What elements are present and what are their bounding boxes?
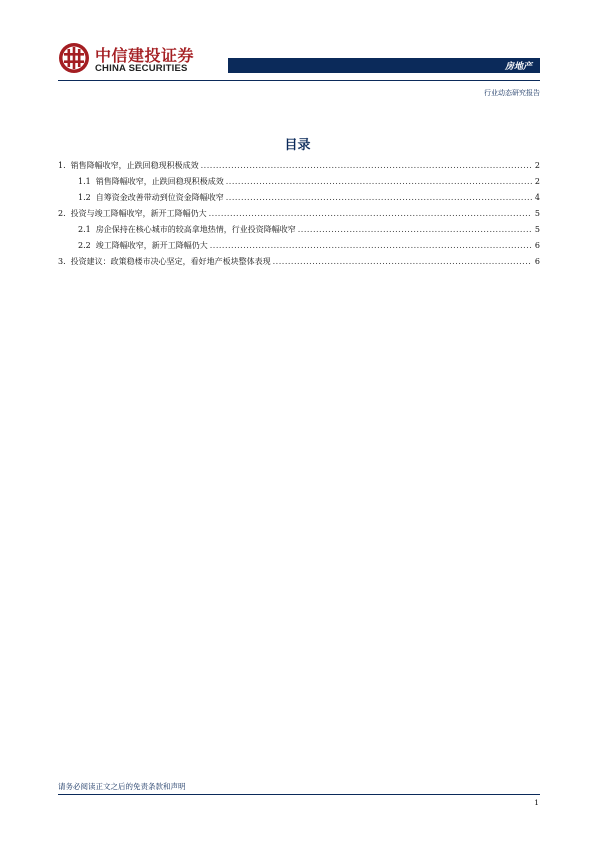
toc-entry-page: 5 [534, 225, 540, 234]
toc-leader-dots [226, 175, 532, 188]
toc-entry[interactable] [58, 255, 540, 268]
logo-english-name: CHINA SECURITIES [95, 63, 188, 74]
toc-entry-text: 投资与竣工降幅收窄，新开工降幅仍大 [70, 209, 207, 218]
page-number: 1 [534, 798, 539, 807]
toc-entry-number: 3. [58, 257, 66, 266]
toc-entry[interactable] [58, 207, 540, 220]
toc-entry-page: 6 [534, 241, 540, 250]
china-securities-emblem-icon [58, 42, 90, 74]
toc-entry-number: 2.1 [78, 225, 91, 234]
logo-chinese-name: 中信建投证券 [95, 46, 195, 65]
report-type: 行业动态研究报告 [484, 89, 540, 97]
toc-entry-page: 5 [534, 209, 540, 218]
toc-title: 目录 [284, 138, 311, 153]
sector-label: 房地产 [504, 62, 532, 72]
toc-leader-dots [273, 255, 532, 268]
toc-entry-number: 1. [58, 161, 66, 170]
toc-leader-dots [201, 159, 532, 172]
disclaimer-notice: 请务必阅读正文之后的免责条款和声明 [58, 782, 186, 791]
toc-entry-number: 2. [58, 209, 66, 218]
company-logo [58, 42, 198, 78]
toc-entry-number: 2.2 [78, 241, 91, 250]
toc-entry-page: 2 [534, 161, 540, 170]
toc-entry[interactable] [78, 223, 540, 236]
footer-divider [58, 794, 540, 795]
toc-leader-dots [226, 191, 532, 204]
toc-entry-page: 6 [534, 257, 540, 266]
toc-entry-text: 房企保持在核心城市的较高拿地热情，行业投资降幅收窄 [95, 225, 296, 234]
toc-entry-text: 销售降幅收窄，止跌回稳现积极成效 [95, 177, 224, 186]
toc-entry-text: 自筹资金改善带动到位资金降幅收窄 [95, 193, 224, 202]
toc-entry-page: 4 [534, 193, 540, 202]
toc-entry-text: 销售降幅收窄，止跌回稳现积极成效 [70, 161, 199, 170]
toc-entry-text: 竣工降幅收窄，新开工降幅仍大 [95, 241, 208, 250]
toc-entry[interactable] [78, 191, 540, 204]
toc-entry-number: 1.1 [78, 177, 91, 186]
toc-entry-page: 2 [534, 177, 540, 186]
header-divider [58, 80, 540, 81]
toc-entry-text: 投资建议：政策稳楼市决心坚定，看好地产板块整体表现 [70, 257, 271, 266]
toc-leader-dots [209, 207, 532, 220]
toc-entry[interactable] [58, 159, 540, 172]
toc-entry[interactable] [78, 175, 540, 188]
toc-entry[interactable] [78, 239, 540, 252]
sector-banner [228, 58, 540, 73]
toc-entry-number: 1.2 [78, 193, 91, 202]
toc-leader-dots [210, 239, 532, 252]
toc-leader-dots [298, 223, 532, 236]
